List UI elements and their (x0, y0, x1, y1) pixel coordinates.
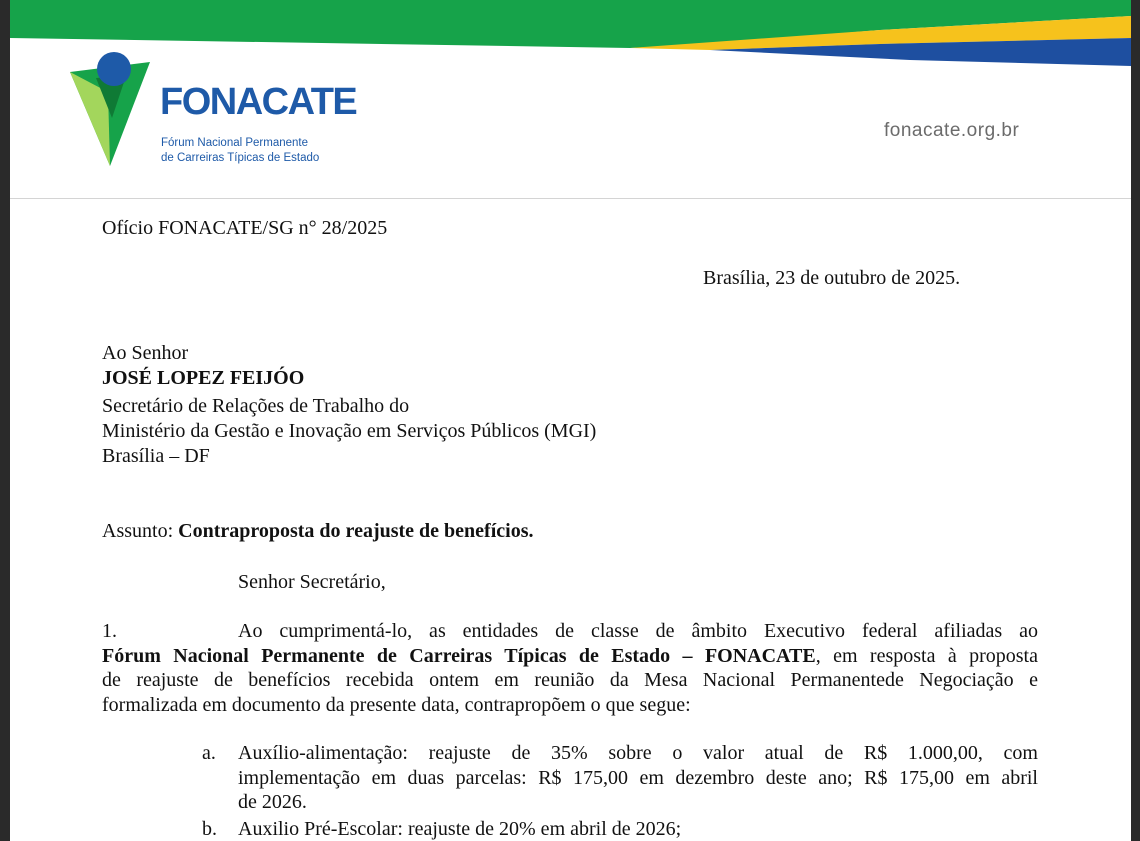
paragraph-1-line-2: Fórum Nacional Permanente de Carreiras Típicas de Estado – FONACATE, em resposta à proposta (102, 644, 1038, 667)
list-item-marker-a: a. (202, 742, 216, 764)
recipient-city: Brasília – DF (102, 445, 210, 467)
recipient-title: Secretário de Relações de Trabalho do (102, 395, 410, 417)
viewer-frame-right (1131, 0, 1140, 841)
subject-label: Assunto: (102, 520, 174, 542)
paragraph-number: 1. (102, 620, 117, 642)
paragraph-1 (102, 619, 1038, 717)
recipient-name: JOSÉ LOPEZ FEIJÓO (102, 367, 305, 389)
list-item-marker-b: b. (202, 818, 217, 840)
brand-subtitle-line-1: Fórum Nacional Permanente (161, 137, 309, 149)
paragraph-1-line-4: formalizada em documento da presente data, contrapropõem o que segue: (102, 693, 691, 716)
paragraph-1-line-1: Ao cumprimentá-lo, as entidades de classe de âmbito Executivo federal afiliadas ao (238, 620, 1038, 642)
subject-text: Contraproposta do reajuste de benefícios. (178, 520, 534, 542)
flag-color-banner (10, 0, 1131, 70)
list-item: Auxilio Pré-Escolar: reajuste de 20% em abril de 2026; (238, 818, 682, 840)
list-item: Auxílio-alimentação: reajuste de 35% sobre o valor atual de R$ 1.000,00, com implementação em duas parcelas: R$ 175,00 em dezembro deste ano; R$ 175,00 em abril de 2026. (238, 742, 1038, 813)
paragraph-1-entity: Fórum Nacional Permanente de Carreiras Típicas de Estado – FONACATE (102, 644, 816, 667)
recipient-salutation: Ao Senhor (102, 342, 189, 364)
brand-subtitle-line-2: de Carreiras Típicas de Estado (161, 152, 320, 164)
document-reference: Ofício FONACATE/SG n° 28/2025 (102, 217, 388, 239)
subject-line (102, 519, 534, 543)
viewer-frame-left (0, 0, 10, 841)
website-link[interactable]: fonacate.org.br (884, 120, 1020, 141)
header-divider (10, 198, 1131, 199)
brand-subtitle (161, 136, 319, 166)
document-date: Brasília, 23 de outubro de 2025. (703, 267, 961, 289)
recipient-ministry: Ministério da Gestão e Inovação em Serviços Públicos (MGI) (102, 420, 597, 442)
greeting: Senhor Secretário, (238, 571, 386, 593)
brand-name: FONACATE (160, 81, 357, 123)
fonacate-logo-icon (66, 48, 166, 170)
paragraph-1-line-3: de reajuste de benefícios recebida ontem em reunião da Mesa Nacional Permanentede Negociação e (102, 669, 1038, 691)
document-page (10, 0, 1131, 841)
